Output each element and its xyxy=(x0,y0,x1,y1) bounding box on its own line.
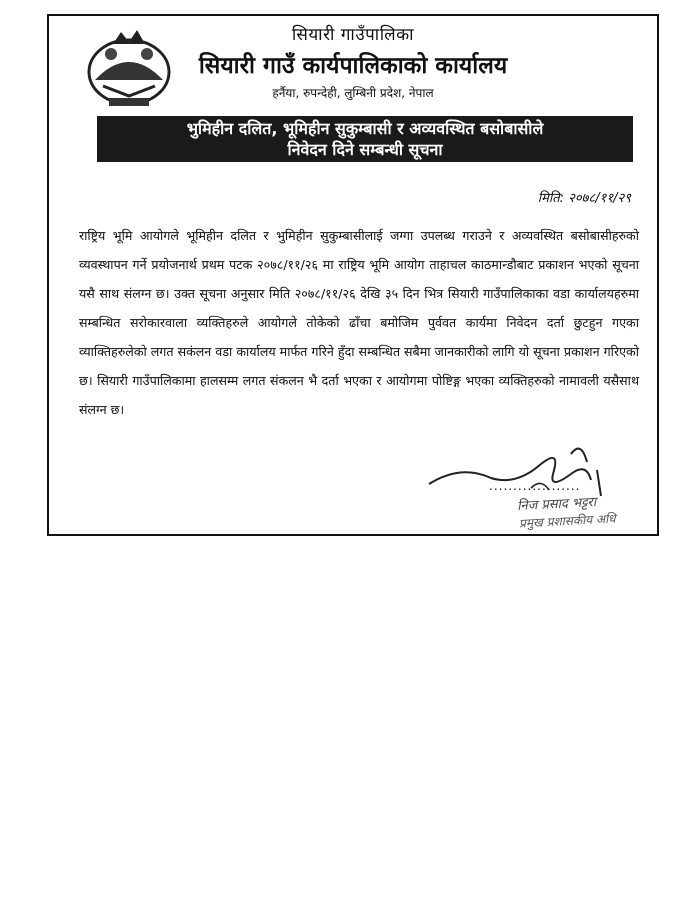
signature-dotted-line: ................... xyxy=(489,479,581,493)
office-address: हर्नैया, रुपन्देही, लुम्बिनी प्रदेश, नेपाल xyxy=(272,86,434,100)
office-name: सियारी गाउँ कार्यपालिकाको कार्यालय xyxy=(198,53,508,79)
municipality-name: सियारी गाउँपालिका xyxy=(291,25,415,45)
notice-title-line1: भुमिहीन दलित, भूमिहीन सुकुम्बासी र अव्यवस्थित बसोबासीले xyxy=(186,119,544,138)
notice-title-banner xyxy=(97,116,633,162)
notice-frame xyxy=(47,14,659,536)
notice-date: मिति: २०७८/११/२९ xyxy=(537,191,631,206)
signatory-name-stamp: निज प्रसाद भट्टरा xyxy=(516,494,597,515)
notice-body: राष्ट्रिय भूमि आयोगले भूमिहीन दलित र भुमिहीन सुकुम्बासीलाई जग्गा उपलब्ध गराउने र अव्यवस्थित बसोबासीहरुको व्यवस्थापन गर्ने प्रयोजनार्थ प्रथम पटक २०७८/११/२६ मा राष्ट्रिय भूमि आयोग ताहाचल काठमान्डौबाट प्रकाशन भएको सूचना यसै साथ संलग्न छ। उक्त सूचना अनुसार मिति २०७८/११/२६ देखि ३५ दिन भित्र सियारी गाउँपालिकाका वडा कार्यालयहरुमा सम्बन्धित सरोकारवाला व्यक्तिहरुले आयोगले तोकेको ढाँचा बमोजिम पुर्ववत कार्यमा निवेदन दर्ता छुटहुन गएका व्याक्तिहरुलेको लगत सकंलन वडा कार्यालय मार्फत गरिने हुँदा सम्बन्धित सबैमा जानकारीको लागि यो सूचना प्रकाशन गरिएको छ। सियारी गाउँपालिकामा हालसम्म लगत संकलन भै दर्ता भएका र आयोगमा पोष्टिङ्ग भएका व्यक्तिहरुको नामावली यसैसाथ संलग्न छ। xyxy=(79,228,639,417)
notice-title-line2: निवेदन दिने सम्बन्धी सूचना xyxy=(287,140,443,159)
signatory-title-stamp: प्रमुख प्रशासकीय अधि xyxy=(518,511,616,531)
